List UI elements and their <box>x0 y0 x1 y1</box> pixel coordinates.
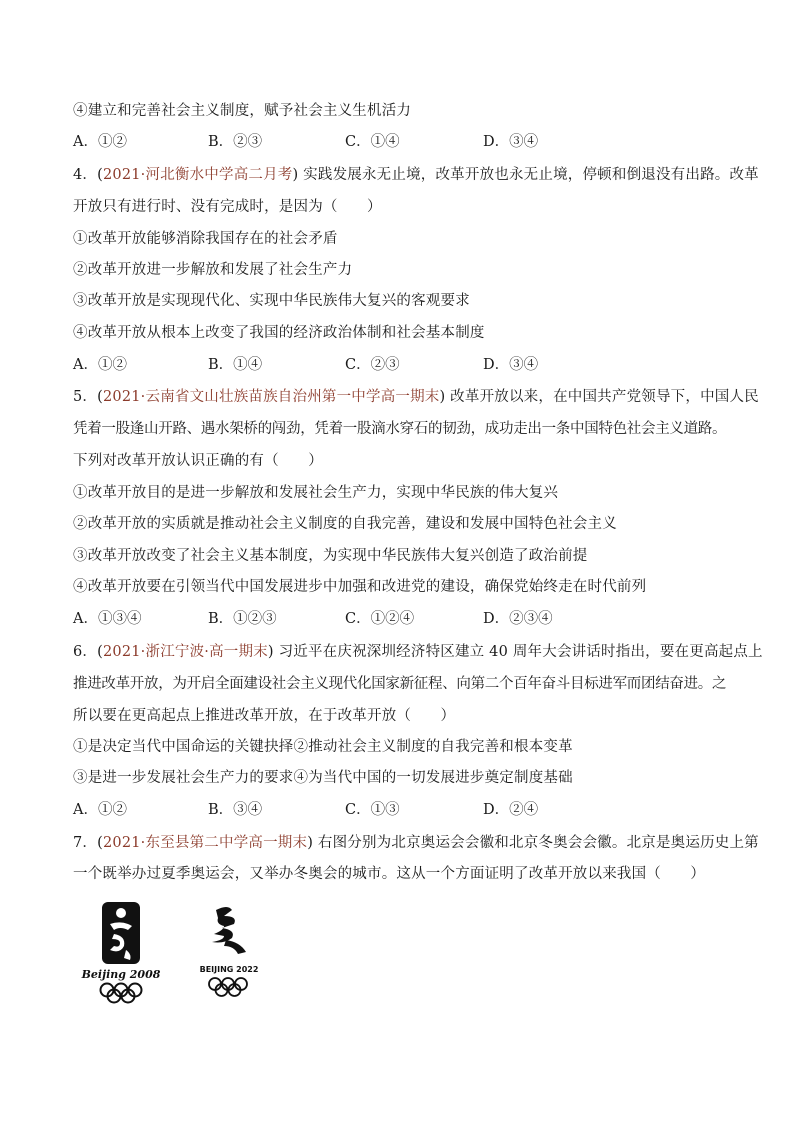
q6-option-b: B．③④ <box>208 802 263 818</box>
q5-source: 2021·云南省文山壮族苗族自治州第一中学高一期末 <box>102 389 440 405</box>
q7-stem-text: ) 右图分别为北京奥运会会徽和北京冬奥会会徽。北京是奥运历史上第 <box>307 835 759 851</box>
q3-option-a: A．①② <box>73 134 127 150</box>
q6-option-a: A．①② <box>73 802 127 818</box>
q6-number: 6．( <box>73 644 103 660</box>
q7-source: 2021·东至县第二中学高一期末 <box>102 835 308 851</box>
q5-option-c: C．①②④ <box>345 611 415 627</box>
q6-source: 2021·浙江宁波·高一期末 <box>102 644 268 660</box>
q6-stem-line-3: 所以要在更高起点上推进改革开放，在于改革开放（ ） <box>73 708 456 724</box>
logo-2022-wordmark: BEIJING 2022 <box>199 965 259 974</box>
q5-option-b: B．①②③ <box>208 611 277 627</box>
q5-number: 5．( <box>73 389 103 405</box>
q6-stem-line-2: 推进改革开放，为开启全面建设社会主义现代化国家新征程、向第二个百年奋斗目标进军而团结奋进。之 <box>73 676 727 692</box>
q5-statement-4: ④改革开放要在引领当代中国发展进步中加强和改进党的建设，确保党始终走在时代前列 <box>73 579 647 595</box>
q4-statement-2: ②改革开放进一步解放和发展了社会生产力 <box>73 262 353 278</box>
q5-option-a: A．①③④ <box>73 611 142 627</box>
beijing-2022-winter-olympic-emblem <box>194 900 264 1004</box>
q3-statement-4: ④建立和完善社会主义制度，赋予社会主义生机活力 <box>73 103 412 119</box>
q7-stem-line-2: 一个既举办过夏季奥运会，又举办冬奥会的城市。这从一个方面证明了改革开放以来我国（ ） <box>73 866 706 882</box>
q4-option-d: D．③④ <box>483 357 539 373</box>
q5-stem-text: ) 改革开放以来，在中国共产党领导下，中国人民 <box>439 389 759 405</box>
q4-source: 2021·河北衡水中学高二月考 <box>102 167 293 183</box>
q5-statement-2: ②改革开放的实质就是推动社会主义制度的自我完善，建设和发展中国特色社会主义 <box>73 516 617 532</box>
q5-statement-1: ①改革开放目的是进一步解放和发展社会生产力，实现中华民族的伟大复兴 <box>73 485 559 501</box>
q6-statement-3-4: ③是进一步发展社会生产力的要求④为当代中国的一切发展进步奠定制度基础 <box>73 770 573 786</box>
q5-stem-line-1 <box>73 387 759 407</box>
logo-2008-wordmark: Beijing 2008 <box>81 968 161 981</box>
q6-option-d: D．②④ <box>483 802 539 818</box>
q3-option-c: C．①④ <box>345 134 400 150</box>
q3-option-d: D．③④ <box>483 134 539 150</box>
q7-number: 7．( <box>73 835 103 851</box>
q4-statement-4: ④改革开放从根本上改变了我国的经济政治体制和社会基本制度 <box>73 325 485 341</box>
beijing-2008-olympic-emblem <box>80 898 162 1010</box>
q6-stem-line-1 <box>73 642 763 662</box>
q7-stem-line-1 <box>73 833 759 853</box>
q4-option-b: B．①④ <box>208 357 263 373</box>
q6-statement-1-2: ①是决定当代中国命运的关键抉择②推动社会主义制度的自我完善和根本变革 <box>73 739 573 755</box>
q5-stem-line-3: 下列对改革开放认识正确的有（ ） <box>73 453 323 469</box>
q4-stem-text: ) 实践发展永无止境，改革开放也永无止境，停顿和倒退没有出路。改革 <box>292 167 759 183</box>
q5-stem-line-2: 凭着一股逢山开路、遇水架桥的闯劲，凭着一股滴水穿石的韧劲，成功走出一条中国特色社会主义道路。 <box>73 421 727 437</box>
q6-stem-text: ) 习近平在庆祝深圳经济特区建立 40 周年大会讲话时指出，要在更高起点上 <box>267 644 763 660</box>
q4-option-a: A．①② <box>73 357 127 373</box>
q4-option-c: C．②③ <box>345 357 400 373</box>
q5-option-d: D．②③④ <box>483 611 553 627</box>
q4-stem-line-1 <box>73 165 759 185</box>
q6-option-c: C．①③ <box>345 802 400 818</box>
q4-number: 4．( <box>73 167 103 183</box>
q3-option-b: B．②③ <box>208 134 263 150</box>
q4-statement-3: ③改革开放是实现现代化、实现中华民族伟大复兴的客观要求 <box>73 293 470 309</box>
q5-statement-3: ③改革开放改变了社会主义基本制度，为实现中华民族伟大复兴创造了政治前提 <box>73 548 588 564</box>
q4-stem-line-2: 开放只有进行时、没有完成时，是因为（ ） <box>73 199 382 215</box>
q4-statement-1: ①改革开放能够消除我国存在的社会矛盾 <box>73 231 338 247</box>
